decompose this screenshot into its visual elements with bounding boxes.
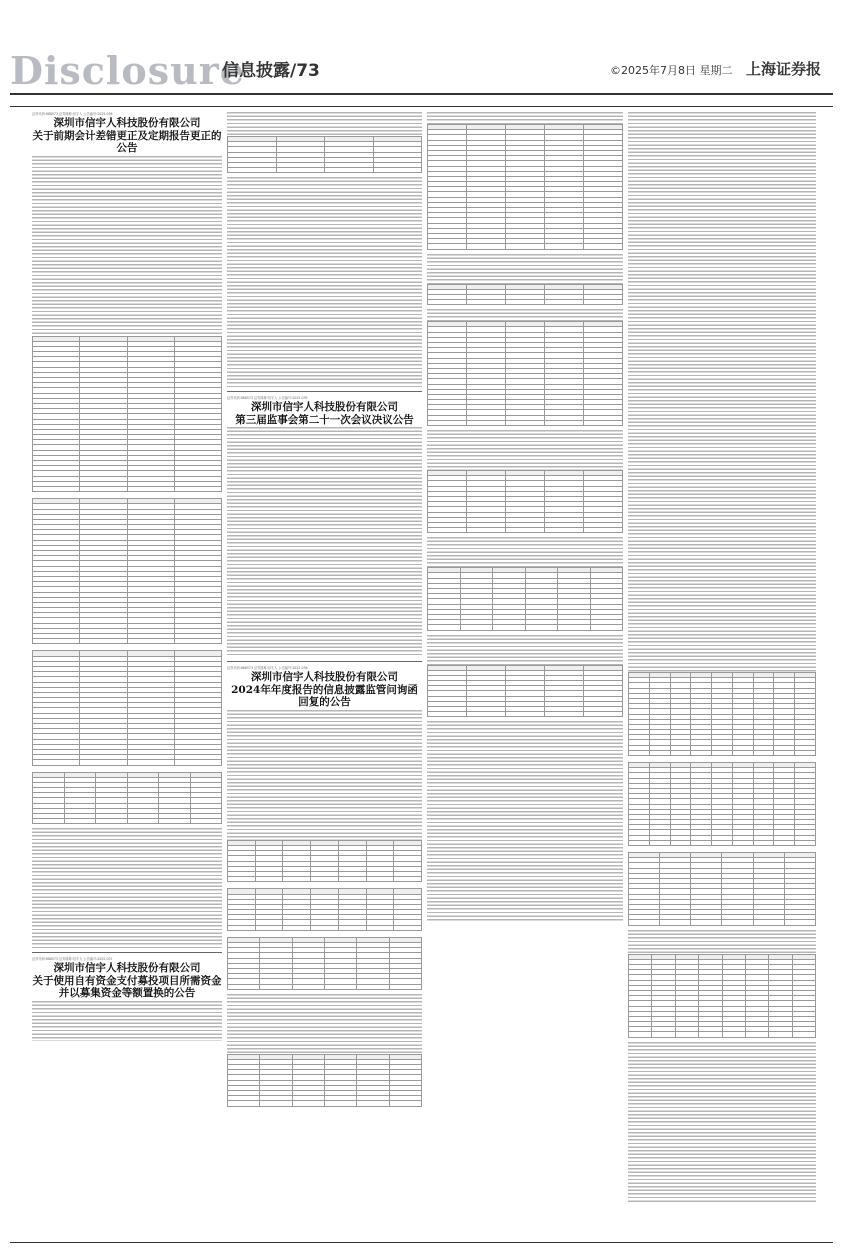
article-title — [32, 117, 222, 155]
article-body — [628, 930, 816, 954]
article-body — [427, 537, 623, 567]
footer-rule — [10, 1242, 833, 1243]
data-table — [227, 840, 422, 883]
article-body — [628, 1042, 816, 1202]
title-line: 深圳市信宇人科技股份有限公司 — [53, 117, 201, 129]
column-3 — [427, 112, 623, 1240]
data-table — [628, 762, 816, 846]
article-title — [32, 962, 222, 1000]
article-body — [227, 112, 422, 136]
data-table — [227, 937, 422, 990]
article-meta: 证券代码:688573 证券简称:信宇人 公告编号:2025-037 — [32, 957, 113, 962]
title-line: 深圳市信宇人科技股份有限公司 — [251, 671, 398, 684]
article-separator — [32, 952, 222, 953]
data-table — [32, 336, 222, 493]
article-body — [32, 828, 222, 948]
article-separator — [227, 661, 422, 662]
title-line: 2024年年度报告的信息披露监管问询函回复的公告 — [231, 683, 418, 709]
data-table — [227, 888, 422, 931]
data-table — [427, 284, 623, 306]
article-body — [32, 156, 222, 336]
article-meta: 证券代码:688573 证券简称:信宇人 公告编号:2025-038 — [227, 666, 308, 671]
title-line: 深圳市信宇人科技股份有限公司 — [251, 401, 398, 414]
article-body — [227, 710, 422, 840]
data-table — [32, 650, 222, 765]
data-table — [628, 672, 816, 756]
masthead: Disclosure — [10, 48, 245, 93]
article-body — [427, 254, 623, 284]
data-table — [427, 321, 623, 426]
article-body — [628, 112, 816, 672]
data-table — [32, 498, 222, 644]
data-table — [32, 772, 222, 825]
title-line: 并以募集资金等额置换的公告 — [58, 987, 196, 1000]
article-error-correction — [32, 112, 222, 948]
article-body — [227, 427, 422, 657]
article-supervisory-board — [227, 396, 422, 657]
column-1 — [32, 112, 222, 1240]
article-separator — [227, 391, 422, 392]
article-title — [227, 401, 422, 426]
title-line: 深圳市信宇人科技股份有限公司 — [53, 962, 201, 975]
column-2 — [227, 112, 422, 1240]
issue-date: ©2025年7月8日 星期二 — [609, 64, 733, 77]
page-header — [0, 0, 843, 98]
data-table — [427, 470, 623, 533]
title-line: 第三届监事会第二十一次会议决议公告 — [235, 413, 414, 426]
newspaper-name: 上海证券报 — [745, 60, 821, 78]
article-body — [427, 721, 623, 921]
data-table — [628, 954, 816, 1038]
article-body — [227, 177, 422, 387]
article-body — [427, 430, 623, 470]
article-body — [427, 309, 623, 321]
data-table — [227, 1054, 422, 1107]
data-table — [427, 665, 623, 718]
data-table — [427, 567, 623, 630]
article-body — [427, 112, 623, 124]
article-inquiry-reply — [227, 666, 422, 1106]
article-fund-replacement — [32, 957, 222, 1041]
article-body — [427, 635, 623, 665]
header-rule-thin — [10, 106, 833, 107]
data-table — [628, 852, 816, 926]
article-meta: 证券代码:688573 证券简称:信宇人 公告编号:2025-036 — [32, 112, 113, 116]
article-title — [227, 671, 422, 709]
column-4 — [628, 112, 816, 1240]
title-line: 关于使用自有资金支付募投项目所需资金 — [32, 974, 222, 987]
article-body — [227, 994, 422, 1054]
section-title: 信息披露/73 — [222, 61, 320, 81]
data-table — [227, 136, 422, 173]
title-line: 关于前期会计差错更正及定期报告更正的公告 — [32, 129, 222, 154]
article-meta: 证券代码:688573 证券简称:信宇人 公告编号:2025-035 — [227, 396, 308, 401]
header-rule — [10, 93, 833, 95]
article-body — [32, 1001, 222, 1041]
data-table — [427, 124, 623, 250]
header-info — [610, 58, 821, 79]
